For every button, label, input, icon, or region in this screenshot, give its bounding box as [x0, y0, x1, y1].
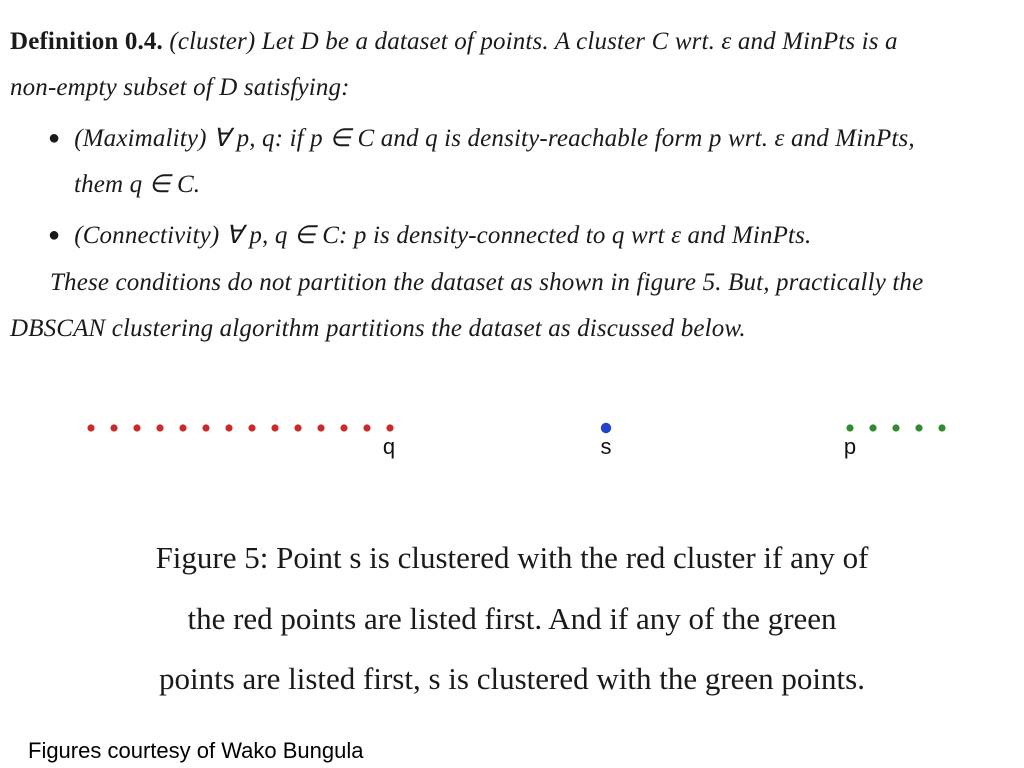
green-cluster	[846, 424, 945, 431]
caption-line-3: points are listed first, s is clustered with the green points.	[159, 661, 865, 696]
red-point	[271, 424, 278, 431]
red-point	[225, 424, 232, 431]
point-s-group	[601, 423, 611, 433]
red-point	[87, 424, 94, 431]
red-point	[317, 424, 324, 431]
bullet-connectivity	[48, 220, 1024, 250]
red-point	[363, 424, 370, 431]
red-point	[386, 424, 393, 431]
definition-label: Definition 0.4.	[10, 28, 163, 55]
red-point	[110, 424, 117, 431]
green-point	[869, 424, 876, 431]
figure-5-plot	[0, 390, 1024, 480]
figure-5	[0, 390, 1024, 480]
bullet-icon: ●	[48, 127, 61, 149]
red-point	[156, 424, 163, 431]
label-s: s	[600, 434, 612, 459]
caption-line-1: Figure 5: Point s is clustered with the red cluster if any of	[155, 540, 869, 575]
label-p: p	[843, 434, 857, 459]
red-point	[202, 424, 209, 431]
figure-credit: Figures courtesy of Wako Bungula	[28, 738, 364, 763]
red-point	[248, 424, 255, 431]
paragraph-line-1: These conditions do not partition the dataset as shown in figure 5. But, practically the	[50, 269, 924, 296]
bullet-maximality	[48, 123, 1024, 153]
red-point	[133, 424, 140, 431]
green-point	[846, 424, 853, 431]
label-q: q	[382, 434, 396, 459]
red-point	[179, 424, 186, 431]
definition-line-2: non-empty subset of D satisfying:	[10, 74, 350, 101]
green-point	[915, 424, 922, 431]
caption-line-2: the red points are listed first. And if any of the green	[187, 601, 837, 636]
definition-line-1	[10, 28, 1024, 56]
point-s	[601, 423, 611, 433]
paragraph-line-2: DBSCAN clustering algorithm partitions the dataset as discussed below.	[10, 315, 746, 342]
red-point	[340, 424, 347, 431]
definition-text: (cluster) Let D be a dataset of points. A cluster C wrt. ε and MinPts is a	[169, 28, 898, 55]
green-point	[892, 424, 899, 431]
bullet-icon: ●	[48, 224, 61, 246]
red-point	[294, 424, 301, 431]
bullet-connectivity-text: (Connectivity) ∀ p, q ∈ C: p is density-connected to q wrt ε and MinPts.	[74, 222, 812, 249]
red-cluster	[87, 424, 393, 431]
green-point	[938, 424, 945, 431]
bullet-maximality-text: (Maximality) ∀ p, q: if p ∈ C and q is density-reachable form p wrt. ε and MinPts,	[74, 125, 915, 152]
bullet-maximality-cont: them q ∈ C.	[74, 171, 201, 198]
